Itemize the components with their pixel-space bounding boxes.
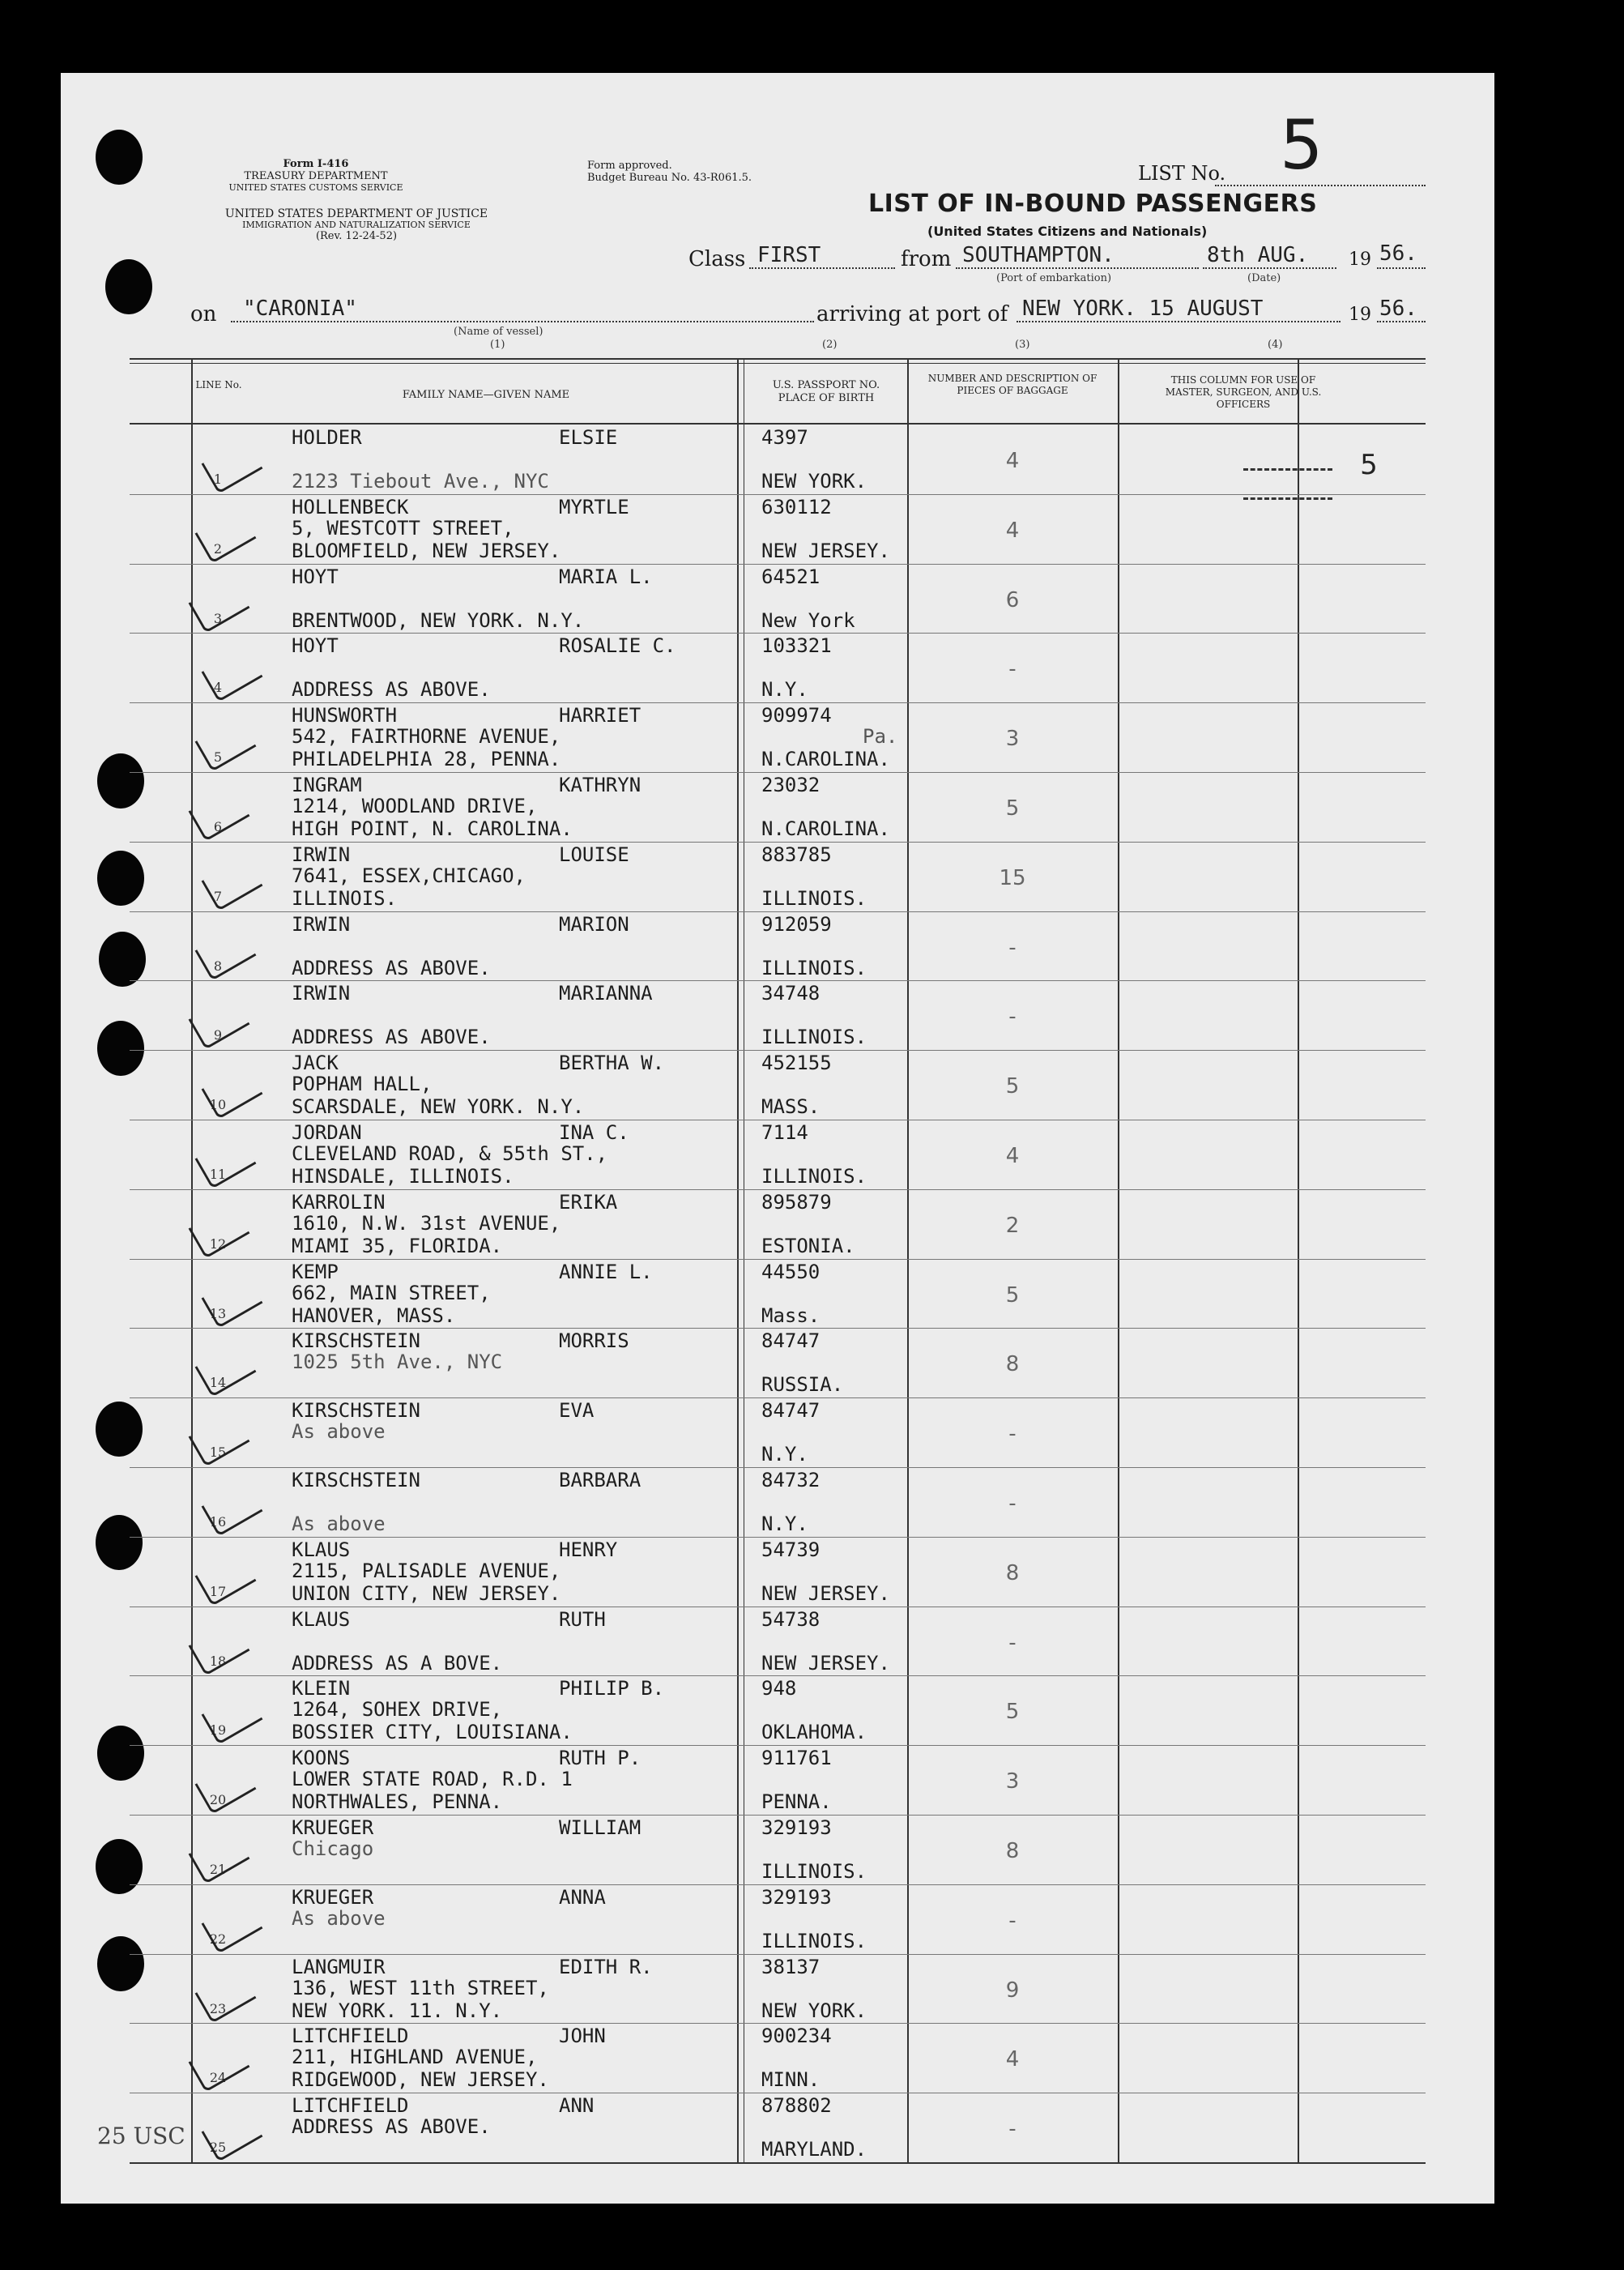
table-top-border [130,358,1426,360]
line-number: 4 [213,680,223,696]
given-name: RUTH P. [559,1747,642,1770]
place-of-birth: NEW JERSEY. [761,1581,890,1605]
passport-number: 103321 [761,634,832,658]
passport-number: 7114 [761,1121,808,1144]
family-name: KRUEGER [292,1885,374,1909]
passport-number: 878802 [761,2094,832,2118]
baggage-count: 4 [1005,518,1020,543]
given-name: LOUISE [559,843,629,866]
address-line-2: BRENTWOOD, NEW YORK. N.Y. [292,608,585,632]
baggage-count: 15 [999,865,1026,890]
given-name: BERTHA W. [559,1052,665,1075]
passport-number: 84732 [761,1469,821,1491]
address-line-1: 1264, SOHEX DRIVE, [292,1698,503,1722]
address-line-2: NORTHWALES, PENNA. [292,1790,503,1814]
col-divider [737,358,739,2163]
list-no-value: 5 [1280,105,1323,185]
line-number: 24 [209,2070,227,2086]
given-name: MORRIS [559,1329,629,1353]
address-line-1: 136, WEST 11th STREET, [292,1976,549,1999]
header-bottom-border [130,423,1426,425]
year-prefix: 19 [1349,250,1371,270]
given-name: MARION [559,912,629,936]
line-number: 14 [209,1375,227,1391]
address-line-2: ADDRESS AS A BOVE. [292,1651,503,1675]
row-divider [130,1954,1426,1955]
passport-number: 452155 [761,1052,832,1075]
row-divider [130,911,1426,912]
address-line-1: 1610, N.W. 31st AVENUE, [292,1211,561,1235]
place-of-birth: MASS. [761,1095,821,1119]
place-of-birth: NEW JERSEY. [761,1651,890,1675]
arrival-year: 56. [1379,297,1417,321]
passport-number: 900234 [761,2025,832,2048]
family-name: JORDAN [292,1121,362,1144]
address-line-1: 7641, ESSEX,CHICAGO, [292,864,526,887]
embarkation-port: SOUTHAMPTON. [962,243,1115,267]
vessel-name: "CARONIA" [243,297,357,321]
given-name: ANN [559,2094,595,2118]
from-label: from [901,247,952,271]
form-approved: Form approved. [587,160,672,172]
place-of-birth: ESTONIA. [761,1234,855,1257]
place-of-birth: ILLINOIS. [761,1165,867,1188]
given-name: PHILIP B. [559,1677,665,1700]
line-number: 12 [209,1235,227,1252]
family-name: KOONS [292,1747,351,1770]
place-of-birth: OKLAHOMA. [761,1721,867,1744]
baggage-count: - [1008,1005,1017,1030]
date-caption: (Date) [1247,272,1281,284]
document-subtitle: (United States Citizens and Nationals) [927,224,1208,239]
address-line-2: UNION CITY, NEW JERSEY. [292,1581,561,1605]
baggage-count: 3 [1005,727,1020,752]
budget-no: Budget Bureau No. 43-R061.5. [587,171,752,184]
passport-number: 23032 [761,774,821,796]
passport-number: 948 [761,1677,797,1700]
place-of-birth: ILLINOIS. [761,956,867,979]
punch-hole [96,130,143,185]
line-number: 20 [209,1792,227,1808]
class-label: Class [688,247,746,271]
row-divider [130,1606,1426,1607]
family-name: HOLDER [292,426,362,449]
col-header-baggage: NUMBER AND DESCRIPTION OF PIECES OF BAGGAGE [927,373,1098,396]
line-number: 10 [209,1097,227,1113]
given-name: HARRIET [559,704,642,728]
address-line-2: ILLINOIS. [292,886,398,910]
place-of-birth: ILLINOIS. [761,1860,867,1883]
family-name: HUNSWORTH [292,704,398,728]
row-divider [130,633,1426,634]
baggage-count: 5 [1005,1074,1020,1099]
row-divider [130,1537,1426,1538]
customs-service: UNITED STATES CUSTOMS SERVICE [228,181,403,193]
place-of-birth: MARYLAND. [761,2138,867,2161]
line-number: 21 [209,1862,227,1877]
approval-block [587,160,752,185]
baggage-count: - [1008,935,1017,960]
col-caption-3: (3) [1015,339,1030,351]
family-name: KARROLIN [292,1190,386,1214]
port-caption: (Port of embarkation) [996,272,1112,284]
place-of-birth: N.CAROLINA. [761,748,890,771]
baggage-count: - [1008,657,1017,682]
passport-number: 84747 [761,1399,821,1423]
birth-note: Pa. [863,725,898,749]
family-name: KRUEGER [292,1816,374,1839]
col-header-passport: U.S. PASSPORT NO. PLACE OF BIRTH [772,379,880,405]
family-name: IRWIN [292,912,351,936]
family-name: IRWIN [292,982,351,1005]
form-number: Form I-416 [283,158,349,170]
row-divider [130,1050,1426,1051]
family-name: KLAUS [292,1538,351,1561]
class-value: FIRST [757,243,821,267]
address-line-1: ADDRESS AS ABOVE. [292,2115,491,2139]
place-of-birth: ILLINOIS. [761,886,867,910]
baggage-count: 8 [1005,1560,1020,1585]
passport-number: 909974 [761,704,832,728]
passport-number: 38137 [761,1955,821,1978]
treasury-dept: TREASURY DEPARTMENT [244,169,388,182]
place-of-birth: RUSSIA. [761,1373,844,1397]
passport-number: 895879 [761,1190,832,1214]
col-header-name: FAMILY NAME—GIVEN NAME [402,389,570,401]
col-divider [1118,358,1119,2163]
baggage-count: 6 [1005,587,1020,612]
line-number: 2 [213,540,223,557]
family-name: KIRSCHSTEIN [292,1399,420,1423]
given-name: KATHRYN [559,774,642,796]
baggage-count: - [1008,1422,1017,1447]
col-caption-4: (4) [1268,339,1283,351]
passport-number: 630112 [761,495,832,518]
line-number: 6 [213,819,223,834]
given-name: ELSIE [559,426,618,449]
place-of-birth: PENNA. [761,1790,832,1814]
address-line-1: As above [292,1906,386,1930]
form-agency-block [186,159,445,194]
passport-number: 64521 [761,565,821,588]
baggage-count: 8 [1005,1352,1020,1377]
line-number: 1 [213,471,223,487]
row-divider [130,980,1426,981]
given-name: ANNIE L. [559,1260,653,1283]
place-of-birth: NEW YORK. [761,1999,867,2022]
place-of-birth: MINN. [761,2068,821,2092]
embarkation-date: 8th AUG. [1207,243,1309,267]
family-name: KIRSCHSTEIN [292,1329,420,1353]
justice-block [178,207,535,243]
address-line-1: CLEVELAND ROAD, & 55th ST., [292,1142,608,1165]
address-line-2: ADDRESS AS ABOVE. [292,1026,491,1049]
given-name: JOHN [559,2025,606,2048]
address-line-1: 1214, WOODLAND DRIVE, [292,795,538,817]
row-divider [130,1884,1426,1885]
row-divider [130,842,1426,843]
given-name: MARIANNA [559,982,653,1005]
family-name: HOLLENBECK [292,495,409,518]
address-line-2: HIGH POINT, N. CAROLINA. [292,817,573,840]
given-name: MARIA L. [559,565,653,588]
line-number: 8 [213,958,223,974]
vessel-caption: (Name of vessel) [454,326,543,338]
family-name: HOYT [292,565,339,588]
given-name: ANNA [559,1885,606,1909]
address-line-1: 211, HIGHLAND AVENUE, [292,2046,538,2069]
place-of-birth: ILLINOIS. [761,1026,867,1049]
given-name: ROSALIE C. [559,634,676,658]
class-underline [749,267,895,269]
col-divider [907,358,909,2163]
baggage-count: 5 [1005,1282,1020,1308]
address-line-2: BOSSIER CITY, LOUISIANA. [292,1721,573,1744]
passport-number: 54738 [761,1607,821,1631]
row-divider [130,1259,1426,1260]
given-name: ERIKA [559,1190,618,1214]
officer-scribble [1243,497,1332,500]
address-line-1: Chicago [292,1837,374,1860]
baggage-count: 4 [1005,2047,1020,2072]
officer-mark: 5 [1360,449,1378,481]
place-of-birth: NEW YORK. [761,470,867,493]
line-number: 18 [209,1653,227,1669]
rev-date: (Rev. 12-24-52) [315,229,398,242]
row-divider [130,1675,1426,1676]
family-name: INGRAM [292,774,362,796]
passport-number: 84747 [761,1329,821,1353]
baggage-count: - [1008,1491,1017,1516]
col-header-officers: THIS COLUMN FOR USE OF MASTER, SURGEON, AND U.S. OFFICERS [1165,374,1322,410]
baggage-count: 5 [1005,796,1020,821]
baggage-count: 4 [1005,449,1020,473]
address-line-2: ADDRESS AS ABOVE. [292,956,491,979]
row-divider [130,702,1426,703]
address-line-2: PHILADELPHIA 28, PENNA. [292,748,561,771]
address-line-2: RIDGEWOOD, NEW JERSEY. [292,2068,549,2092]
address-line-1: LOWER STATE ROAD, R.D. 1 [292,1768,573,1791]
line-number: 19 [209,1722,227,1739]
line-number: 22 [209,1931,227,1947]
address-line-2: BLOOMFIELD, NEW JERSEY. [292,539,561,562]
address-line-1: 542, FAIRTHORNE AVENUE, [292,725,561,749]
address-line-2: MIAMI 35, FLORIDA. [292,1234,503,1257]
baggage-count: - [1008,1908,1017,1933]
baggage-count: 5 [1005,1700,1020,1725]
passport-number: 329193 [761,1816,832,1839]
col-caption-2: (2) [822,339,838,351]
year-underline [1377,267,1426,269]
given-name: EDITH R. [559,1955,653,1978]
address-line-2: HANOVER, MASS. [292,1304,456,1327]
address-line-2: As above [292,1513,386,1535]
given-name: HENRY [559,1538,618,1561]
line-number: 17 [209,1583,227,1599]
line-number: 3 [213,610,223,626]
row-divider [130,1328,1426,1329]
list-no-underline [1215,185,1426,186]
col-caption-1: (1) [490,339,505,351]
table-top-border-2 [130,363,1426,364]
address-line-1: POPHAM HALL, [292,1073,433,1096]
family-name: KLEIN [292,1677,351,1700]
line-number: 7 [213,888,223,904]
address-line-2: HINSDALE, ILLINOIS. [292,1165,514,1188]
col-divider [191,358,193,2163]
address-line-2: NEW YORK. 11. N.Y. [292,1999,503,2022]
row-divider [130,772,1426,773]
passport-number: 34748 [761,982,821,1005]
row-divider [130,1467,1426,1468]
address-line-1: 1025 5th Ave., NYC [292,1350,503,1374]
family-name: LANGMUIR [292,1955,386,1978]
baggage-count: - [1008,2117,1017,2142]
embarkation-year: 56. [1379,241,1417,266]
row-divider [130,1745,1426,1746]
margin-note: 25 USC [97,2123,185,2149]
address-line-2: SCARSDALE, NEW YORK. N.Y. [292,1095,585,1119]
ins-service: IMMIGRATION AND NATURALIZATION SERVICE [242,220,471,231]
family-name: KLAUS [292,1607,351,1631]
place-of-birth: Mass. [761,1304,821,1327]
col-divider [1298,358,1299,2163]
row-divider [130,2023,1426,2024]
passport-number: 883785 [761,843,832,866]
address-line-1: 662, MAIN STREET, [292,1281,491,1304]
baggage-count: 2 [1005,1213,1020,1238]
passport-number: 912059 [761,912,832,936]
place-of-birth: New York [761,608,855,632]
place-of-birth: N.Y. [761,678,808,702]
row-divider [130,1815,1426,1816]
passenger-table [130,285,1426,2163]
given-name: BARBARA [559,1469,642,1491]
family-name: LITCHFIELD [292,2094,409,2118]
passport-number: 54739 [761,1538,821,1561]
baggage-count: 9 [1005,1978,1020,2003]
on-label: on [190,302,217,326]
place-of-birth: NEW JERSEY. [761,539,890,562]
family-name: KIRSCHSTEIN [292,1469,420,1491]
family-name: KEMP [292,1260,339,1283]
given-name: RUTH [559,1607,606,1631]
family-name: IRWIN [292,843,351,866]
baggage-count: 8 [1005,1839,1020,1863]
baggage-count: 3 [1005,1769,1020,1794]
baggage-count: 4 [1005,1144,1020,1168]
place-of-birth: N.CAROLINA. [761,817,890,840]
place-of-birth: N.Y. [761,1513,808,1535]
arriving-label: arriving at port of [816,302,1008,326]
document-title: LIST OF IN-BOUND PASSENGERS [868,190,1318,218]
line-number: 11 [209,1167,227,1182]
line-number: 5 [213,749,223,766]
address-line-2: 2123 Tiebout Ave., NYC [292,470,549,493]
row-divider [130,1189,1426,1190]
year2-prefix: 19 [1349,305,1371,325]
port-underline [956,267,1199,269]
line-number: 23 [209,2000,227,2016]
line-number: 9 [213,1027,223,1043]
line-number: 13 [209,1305,227,1321]
family-name: LITCHFIELD [292,2025,409,2048]
date-underline [1203,267,1336,269]
row-divider [130,494,1426,495]
arrival-port-date: NEW YORK. 15 AUGUST [1022,297,1264,321]
passport-number: 911761 [761,1747,832,1770]
address-line-1: 2115, PALISADLE AVENUE, [292,1559,561,1582]
family-name: JACK [292,1052,339,1075]
given-name: MYRTLE [559,495,629,518]
address-line-1: 5, WESTCOTT STREET, [292,516,514,540]
baggage-count: - [1008,1630,1017,1655]
passport-number: 4397 [761,426,808,449]
given-name: EVA [559,1399,595,1423]
passport-number: 44550 [761,1260,821,1283]
address-line-1: As above [292,1420,386,1444]
table-bottom-border [130,2162,1426,2164]
address-line-2: ADDRESS AS ABOVE. [292,678,491,702]
officer-scribble [1243,468,1332,471]
line-number: 16 [209,1514,227,1530]
given-name: INA C. [559,1121,629,1144]
list-no-label: LIST No. [1138,162,1226,185]
given-name: WILLIAM [559,1816,642,1839]
row-divider [130,1397,1426,1398]
passport-number: 329193 [761,1885,832,1909]
line-number: 15 [209,1444,227,1461]
col-header-line: LINE No. [195,379,242,390]
justice-dept: UNITED STATES DEPARTMENT OF JUSTICE [224,207,488,220]
place-of-birth: ILLINOIS. [761,1929,867,1952]
row-divider [130,564,1426,565]
place-of-birth: N.Y. [761,1443,808,1466]
line-number: 25 [209,2140,227,2156]
family-name: HOYT [292,634,339,658]
